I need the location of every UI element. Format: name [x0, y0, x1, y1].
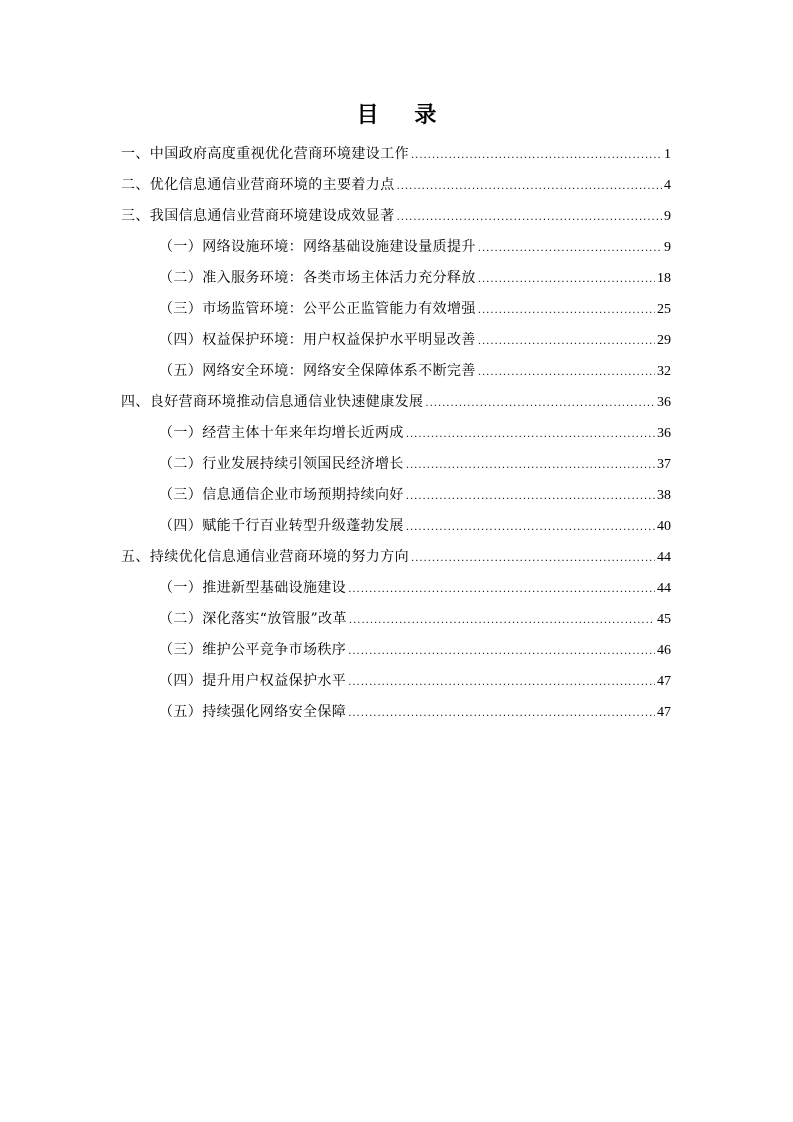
toc-page-number: 40 [657, 519, 671, 534]
toc-page-number: 47 [657, 674, 671, 689]
toc-dot-leader [478, 357, 655, 388]
toc-page-number: 36 [657, 395, 671, 410]
toc-dot-leader [397, 171, 662, 202]
toc-dot-leader [348, 667, 655, 698]
toc-entry-title: 一、中国政府高度重视优化营商环境建设工作 [121, 146, 409, 162]
toc-page-number: 36 [657, 426, 671, 441]
toc-entry-title: （四）提升用户权益保护水平 [159, 673, 347, 689]
toc-page-number: 9 [664, 240, 671, 255]
toc-page-number: 37 [657, 457, 671, 472]
toc-page-number: 4 [664, 178, 671, 193]
toc-entry[interactable] [121, 697, 671, 728]
table-of-contents [121, 139, 671, 728]
toc-dot-leader [425, 388, 655, 419]
toc-page-number: 47 [657, 705, 671, 720]
toc-dot-leader [406, 419, 655, 450]
toc-entry-title: （五）持续强化网络安全保障 [159, 704, 347, 720]
toc-entry-title: （二）行业发展持续引领国民经济增长 [159, 456, 404, 472]
toc-dot-leader [478, 295, 655, 326]
toc-dot-leader [478, 233, 662, 264]
toc-entry[interactable] [121, 418, 671, 449]
toc-entry-title: 二、优化信息通信业营商环境的主要着力点 [121, 177, 395, 193]
toc-title: 目 录 [356, 103, 451, 128]
toc-entry-title: （三）维护公平竞争市场秩序 [159, 642, 347, 658]
toc-dot-leader [348, 574, 655, 605]
toc-page-number: 9 [664, 209, 671, 224]
toc-entry[interactable] [121, 325, 671, 356]
toc-page-number: 1 [664, 147, 671, 162]
toc-entry[interactable] [121, 294, 671, 325]
toc-dot-leader [349, 605, 655, 636]
toc-page-number: 32 [657, 364, 671, 379]
toc-entry[interactable] [121, 635, 671, 666]
toc-entry-title: （三）市场监管环境：公平公正监管能力有效增强 [159, 301, 476, 317]
toc-entry[interactable] [121, 170, 671, 201]
toc-entry-title: （二）深化落实“放管服”改革 [159, 611, 347, 627]
toc-entry[interactable] [121, 263, 671, 294]
toc-page-number: 18 [657, 271, 671, 286]
toc-entry[interactable] [121, 356, 671, 387]
toc-entry[interactable] [121, 480, 671, 511]
toc-entry[interactable] [121, 201, 671, 232]
toc-dot-leader [478, 264, 655, 295]
toc-dot-leader [411, 543, 655, 574]
toc-dot-leader [411, 140, 662, 171]
toc-dot-leader [348, 636, 655, 667]
toc-dot-leader [406, 450, 655, 481]
toc-page-number: 25 [657, 302, 671, 317]
toc-entry-title: （一）网络设施环境：网络基础设施建设量质提升 [159, 239, 476, 255]
toc-entry[interactable] [121, 573, 671, 604]
toc-entry-title: 五、持续优化信息通信业营商环境的努力方向 [121, 549, 409, 565]
toc-page-number: 44 [657, 581, 671, 596]
toc-dot-leader [406, 512, 655, 543]
toc-entry-title: （二）准入服务环境：各类市场主体活力充分释放 [159, 270, 476, 286]
toc-page-number: 45 [657, 612, 671, 627]
toc-entry-title: 三、我国信息通信业营商环境建设成效显著 [121, 208, 395, 224]
toc-entry[interactable] [121, 511, 671, 542]
toc-entry-title: （三）信息通信企业市场预期持续向好 [159, 487, 404, 503]
toc-entry[interactable] [121, 666, 671, 697]
toc-entry-title: （五）网络安全环境：网络安全保障体系不断完善 [159, 363, 476, 379]
toc-entry-title: （一）推进新型基础设施建设 [159, 580, 347, 596]
toc-dot-leader [406, 481, 655, 512]
toc-entry-title: （四）赋能千行百业转型升级蓬勃发展 [159, 518, 404, 534]
toc-entry-title: 四、良好营商环境推动信息通信业快速健康发展 [121, 394, 424, 410]
toc-entry[interactable] [121, 604, 671, 635]
toc-entry[interactable] [121, 139, 671, 170]
toc-page-number: 46 [657, 643, 671, 658]
toc-entry[interactable] [121, 542, 671, 573]
toc-entry-title: （一）经营主体十年来年均增长近两成 [159, 425, 404, 441]
toc-dot-leader [478, 326, 655, 357]
toc-page-number: 29 [657, 333, 671, 348]
toc-dot-leader [397, 202, 662, 233]
toc-entry[interactable] [121, 387, 671, 418]
toc-entry-title: （四）权益保护环境：用户权益保护水平明显改善 [159, 332, 476, 348]
toc-dot-leader [348, 698, 655, 729]
toc-entry[interactable] [121, 232, 671, 263]
toc-page-number: 38 [657, 488, 671, 503]
toc-entry[interactable] [121, 449, 671, 480]
toc-page-number: 44 [657, 550, 671, 565]
